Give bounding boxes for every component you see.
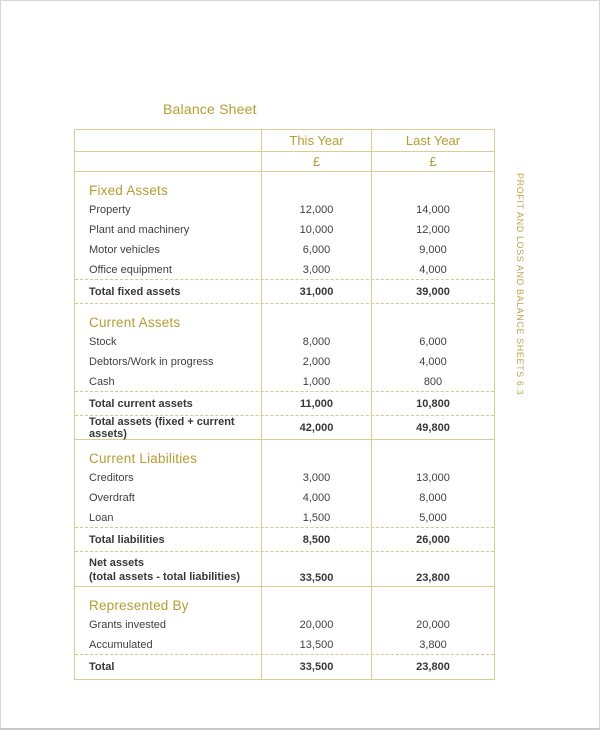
- row-label: Total liabilities: [89, 533, 165, 546]
- section-heading-row: [75, 587, 494, 615]
- value-this-year: 1,000: [261, 372, 371, 391]
- value-last-year: [371, 304, 494, 332]
- value-this-year: 31,000: [261, 280, 371, 303]
- vertical-sidebar-caption: PROFIT AND LOSS AND BALANCE SHEETS 6.3: [515, 173, 525, 396]
- table-row: [75, 635, 494, 655]
- table-row: [75, 615, 494, 635]
- value-last-year: 23,800: [371, 552, 494, 588]
- section-heading: Fixed Assets: [89, 183, 168, 198]
- row-label: Grants invested: [89, 619, 167, 631]
- row-label: Creditors: [89, 472, 134, 484]
- value-last-year: 8,000: [371, 488, 494, 508]
- balance-sheet-table: [74, 129, 495, 680]
- value-last-year: 4,000: [371, 352, 494, 372]
- value-this-year: [261, 587, 371, 615]
- column-header-this-year: This Year: [261, 130, 371, 151]
- currency-symbol-last-year: £: [371, 152, 494, 171]
- table-header-row: [75, 130, 494, 152]
- row-label: Stock: [89, 336, 117, 348]
- table-row: [75, 392, 494, 416]
- currency-symbol-this-year: £: [261, 152, 371, 171]
- row-label: Total: [89, 661, 115, 673]
- value-this-year: [261, 440, 371, 468]
- value-last-year: [371, 440, 494, 468]
- section-heading-row: [75, 172, 494, 200]
- value-last-year: [371, 587, 494, 615]
- table-row: [75, 468, 494, 488]
- table-row: [75, 240, 494, 260]
- table-row: [75, 332, 494, 352]
- row-label: Plant and machinery: [89, 224, 190, 236]
- value-this-year: 6,000: [261, 240, 371, 260]
- value-last-year: 26,000: [371, 528, 494, 551]
- table-row: [75, 260, 494, 280]
- row-label: Accumulated: [89, 638, 153, 651]
- section-heading: Current Liabilities: [89, 451, 198, 466]
- row-label: Net assets (total assets - total liabilities): [89, 557, 240, 583]
- table-row: [75, 220, 494, 240]
- row-label: Total assets (fixed + current assets): [89, 416, 235, 440]
- value-last-year: 4,000: [371, 260, 494, 279]
- value-last-year: 23,800: [371, 655, 494, 679]
- row-label: Office equipment: [89, 263, 172, 276]
- table-row: [75, 552, 494, 587]
- value-this-year: 12,000: [261, 200, 371, 220]
- header-spacer-cell: [75, 130, 261, 151]
- value-this-year: 3,000: [261, 260, 371, 279]
- value-this-year: [261, 304, 371, 332]
- row-label: Cash: [89, 375, 115, 388]
- value-last-year: 6,000: [371, 332, 494, 352]
- section-heading-row: [75, 304, 494, 332]
- value-this-year: 2,000: [261, 352, 371, 372]
- section-heading: Current Assets: [89, 315, 181, 330]
- value-this-year: 13,500: [261, 635, 371, 654]
- value-this-year: 11,000: [261, 392, 371, 415]
- value-this-year: 4,000: [261, 488, 371, 508]
- value-last-year: 800: [371, 372, 494, 391]
- value-this-year: 8,500: [261, 528, 371, 551]
- table-row: [75, 508, 494, 528]
- row-label: Total fixed assets: [89, 285, 181, 298]
- table-row: [75, 372, 494, 392]
- row-label: Total current assets: [89, 397, 193, 410]
- row-label: Property: [89, 204, 131, 216]
- table-row: [75, 352, 494, 372]
- value-last-year: 10,800: [371, 392, 494, 415]
- value-this-year: 1,500: [261, 508, 371, 527]
- value-last-year: 9,000: [371, 240, 494, 260]
- value-last-year: 49,800: [371, 416, 494, 440]
- balance-table-body: [75, 172, 494, 679]
- column-header-last-year: Last Year: [371, 130, 494, 151]
- value-this-year: 10,000: [261, 220, 371, 240]
- value-last-year: 20,000: [371, 615, 494, 635]
- value-this-year: 42,000: [261, 416, 371, 440]
- table-row: [75, 416, 494, 440]
- table-row: [75, 200, 494, 220]
- value-this-year: 20,000: [261, 615, 371, 635]
- section-heading-row: [75, 440, 494, 468]
- value-last-year: 12,000: [371, 220, 494, 240]
- value-last-year: 3,800: [371, 635, 494, 654]
- value-last-year: 14,000: [371, 200, 494, 220]
- value-last-year: 13,000: [371, 468, 494, 488]
- row-label: Motor vehicles: [89, 244, 160, 256]
- value-this-year: [261, 172, 371, 200]
- table-row: [75, 280, 494, 304]
- page-title: Balance Sheet: [163, 101, 257, 117]
- value-last-year: [371, 172, 494, 200]
- row-label: Loan: [89, 511, 114, 524]
- section-heading: Represented By: [89, 598, 189, 613]
- value-this-year: 33,500: [261, 552, 371, 588]
- value-this-year: 33,500: [261, 655, 371, 679]
- table-row: [75, 655, 494, 679]
- value-last-year: 39,000: [371, 280, 494, 303]
- table-row: [75, 528, 494, 552]
- row-label: Debtors/Work in progress: [89, 356, 214, 368]
- value-last-year: 5,000: [371, 508, 494, 527]
- value-this-year: 3,000: [261, 468, 371, 488]
- header-spacer-cell: [75, 152, 261, 171]
- currency-header-row: [75, 152, 494, 172]
- row-label: Overdraft: [89, 492, 135, 504]
- table-row: [75, 488, 494, 508]
- value-this-year: 8,000: [261, 332, 371, 352]
